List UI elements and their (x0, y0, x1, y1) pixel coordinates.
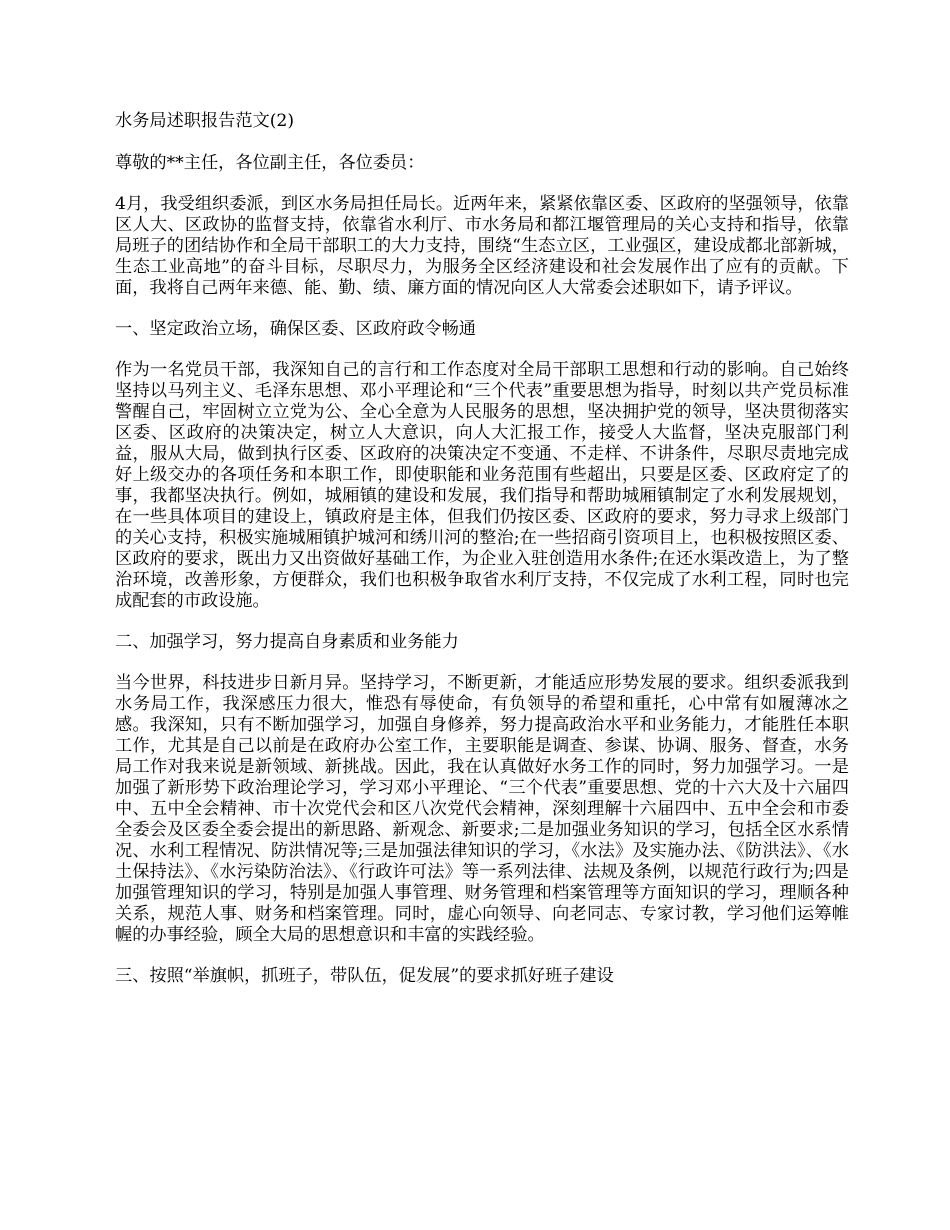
paragraph-section-1: 作为一名党员干部，我深知自己的言行和工作态度对全局干部职工思想和行动的影响。自己始终坚持以马列主义、毛泽东思想、邓小平理论和“三个代表”重要思想为指导，时刻以共产党员标准警醒自己，牢固树立立党为公、全心全意为人民服务的思想，坚决拥护党的领导，坚决贯彻落实区委、区政府的决策决定，树立人大意识，向人大汇报工作，接受人大监督，坚决克服部门利益，服从大局，做到执行区委、区政府的决策决定不变通、不走样、不讲条件，尽职尽责地完成好上级交办的各项任务和本职工作，即使职能和业务范围有些超出，只要是区委、区政府定了的事，我都坚决执行。例如，城厢镇的建设和发展，我们指导和帮助城厢镇制定了水利发展规划，在一些具体项目的建设上，镇政府是主体，但我们仍按区委、区政府的要求，努力寻求上级部门的关心支持，积极实施城厢镇护城河和绣川河的整治;在一些招商引资项目上，也积极按照区委、区政府的要求，既出力又出资做好基础工作，为企业入驻创造用水条件;在还水渠改造上，为了整治环境，改善形象，方便群众，我们也积极争取省水利厅支持，不仅完成了水利工程，同时也完成配套的市政设施。 (115, 360, 849, 611)
paragraph-section-2: 当今世界，科技进步日新月异。坚持学习，不断更新，才能适应形势发展的要求。组织委派我到水务局工作，我深感压力很大，惟恐有辱使命，有负领导的希望和重托，心中常有如履薄冰之感。我深知，只有不断加强学习，加强自身修养，努力提高政治水平和业务能力，才能胜任本职工作，尤其是自己以前是在政府办公室工作，主要职能是调查、参谋、协调、服务、督查，水务局工作对我来说是新领域、新挑战。因此，我在认真做好水务工作的同时，努力加强学习。一是加强了新形势下政治理论学习，学习邓小平理论、“三个代表”重要思想、党的十六大及十六届四中、五中全会精神、市十次党代会和区八次党代会精神，深刻理解十六届四中、五中全会和市委全委会及区委全委会提出的新思路、新观念、新要求;二是加强业务知识的学习，包括全区水系情况、水利工程情况、防洪情况等;三是加强法律知识的学习，《水法》及实施办法、《防洪法》、《水土保持法》、《水污染防治法》、《行政许可法》等一系列法律、法规及条例，以规范行政行为;四是加强管理知识的学习，特别是加强人事管理、财务管理和档案管理等方面知识的学习，理顺各种关系，规范人事、财务和档案管理。同时，虚心向领导、向老同志、专家讨教，学习他们运筹帷幄的办事经验，顾全大局的思想意识和丰富的实践经验。 (115, 673, 849, 945)
section-heading-3: 三、按照“举旗帜，抓班子，带队伍，促发展”的要求抓好班子建设 (115, 966, 614, 986)
document-title: 水务局述职报告范文(2) (115, 111, 295, 131)
paragraph-intro: 4月，我受组织委派，到区水务局担任局长。近两年来，紧紧依靠区委、区政府的坚强领导，依靠区人大、区政协的监督支持，依靠省水利厅、市水务局和都江堰管理局的关心支持和指导，依靠局班子的团结协作和全局干部职工的大力支持，围绕“生态立区，工业强区，建设成都北部新城，生态工业高地”的奋斗目标，尽职尽力，为服务全区经济建设和社会发展作出了应有的贡献。下面，我将自己两年来德、能、勤、绩、廉方面的情况向区人大常委会述职如下，请予评议。 (115, 194, 849, 298)
salutation: 尊敬的**主任，各位副主任，各位委员： (115, 153, 425, 173)
section-heading-2: 二、加强学习，努力提高自身素质和业务能力 (115, 632, 459, 652)
document-body (115, 111, 849, 987)
section-heading-1: 一、坚定政治立场，确保区委、区政府政令畅通 (115, 319, 476, 339)
